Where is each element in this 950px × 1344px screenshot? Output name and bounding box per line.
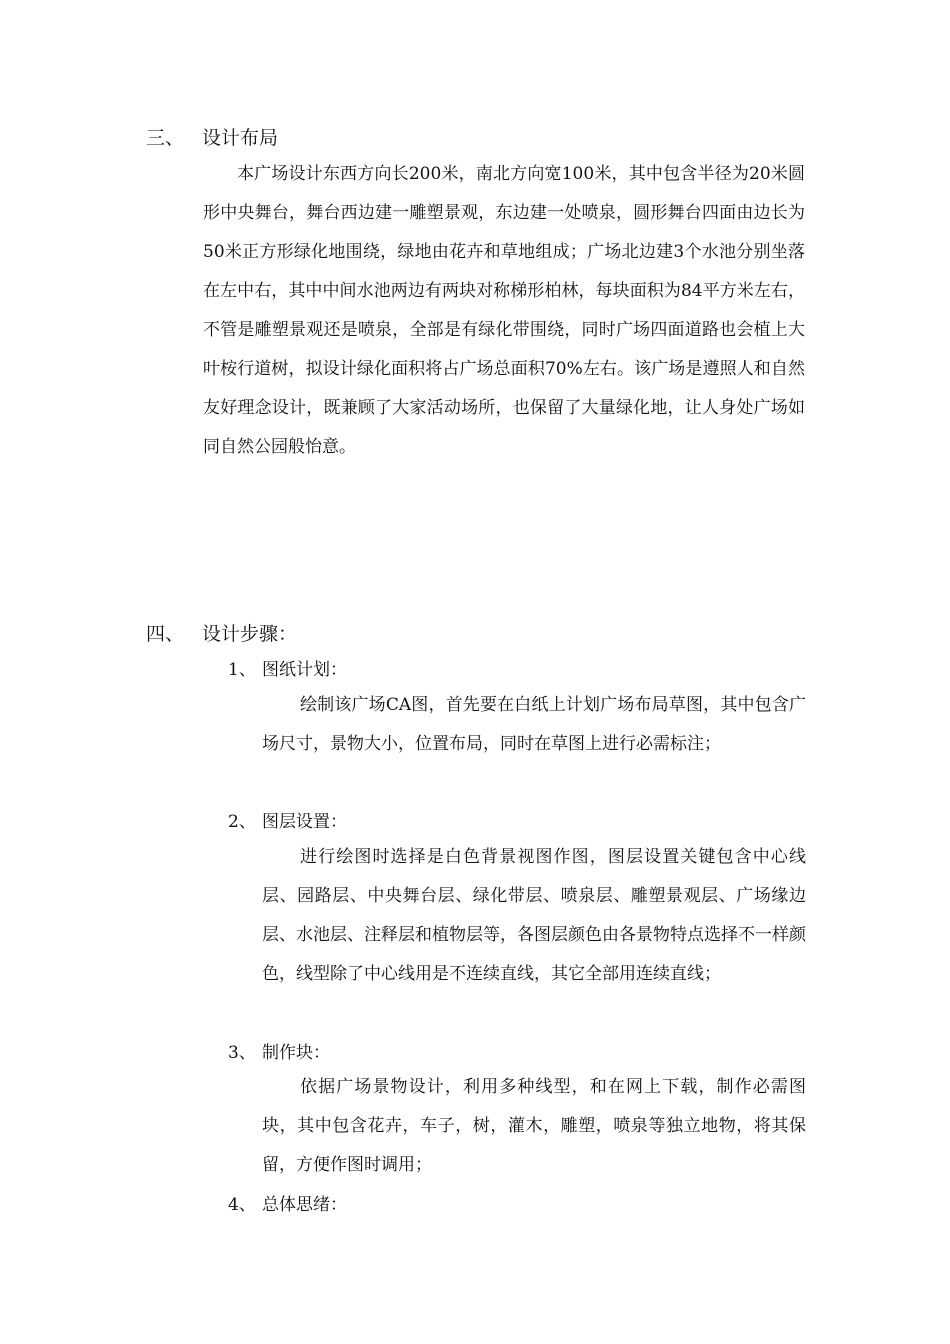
step-3-number: 3、 <box>228 1043 256 1063</box>
section-4-heading <box>146 622 297 646</box>
section-4-number: 四、 <box>146 623 185 645</box>
step-3-heading <box>228 1041 330 1065</box>
step-2-text: 进行绘图时选择是白色背景视图作图，图层设置关键包含中心线层、园路层、中央舞台层、绿化带层、喷泉层、雕塑景观层、广场缘边层、水池层、注释层和植物层等，各图层颜色由各景物特点选择不一样颜色，线型除了中心线用是不连续直线，其它全部用连续直线； <box>262 847 806 984</box>
step-1-title: 图纸计划： <box>262 660 347 680</box>
section-3-title: 设计布局 <box>202 127 279 149</box>
step-2-number: 2、 <box>228 812 256 832</box>
step-1-text: 绘制该广场CA图，首先要在白纸上计划广场布局草图，其中包含广场尺寸，景物大小，位置布局，同时在草图上进行必需标注； <box>262 695 806 754</box>
section-3-number: 三、 <box>146 127 185 149</box>
step-4-title: 总体思绪： <box>262 1195 347 1215</box>
section-3-heading <box>146 126 278 150</box>
step-1-heading <box>228 658 347 682</box>
step-4-number: 4、 <box>228 1195 256 1215</box>
step-3-title: 制作块： <box>262 1043 330 1063</box>
step-4-heading <box>228 1193 347 1217</box>
section-4-title: 设计步骤： <box>202 623 298 645</box>
step-1-number: 1、 <box>228 660 256 680</box>
section-3-paragraph: 本广场设计东西方向长200米，南北方向宽100米，其中包含半径为20米圆形中央舞台，舞台西边建一雕塑景观，东边建一处喷泉，圆形舞台四面由边长为50米正方形绿化地围绕，绿地由花卉和草地组成；广场北边建3个水池分别坐落在左中右，其中中间水池两边有两块对称梯形柏林，每块面积为84平方米左右，不管是雕塑景观还是喷泉，全部是有绿化带围绕，同时广场四面道路也会植上大叶桉行道树，拟设计绿化面积将占广场总面积70%左右。该广场是遵照人和自然友好理念设计，既兼顾了大家活动场所，也保留了大量绿化地，让人身处广场如同自然公园般怡意。 <box>203 164 805 457</box>
step-2-title: 图层设置： <box>262 812 347 832</box>
step-2-heading <box>228 810 347 834</box>
step-3-text: 依据广场景物设计，利用多种线型，和在网上下载，制作必需图块，其中包含花卉，车子，树，灌木，雕塑，喷泉等独立地物，将其保留，方便作图时调用； <box>262 1077 806 1175</box>
